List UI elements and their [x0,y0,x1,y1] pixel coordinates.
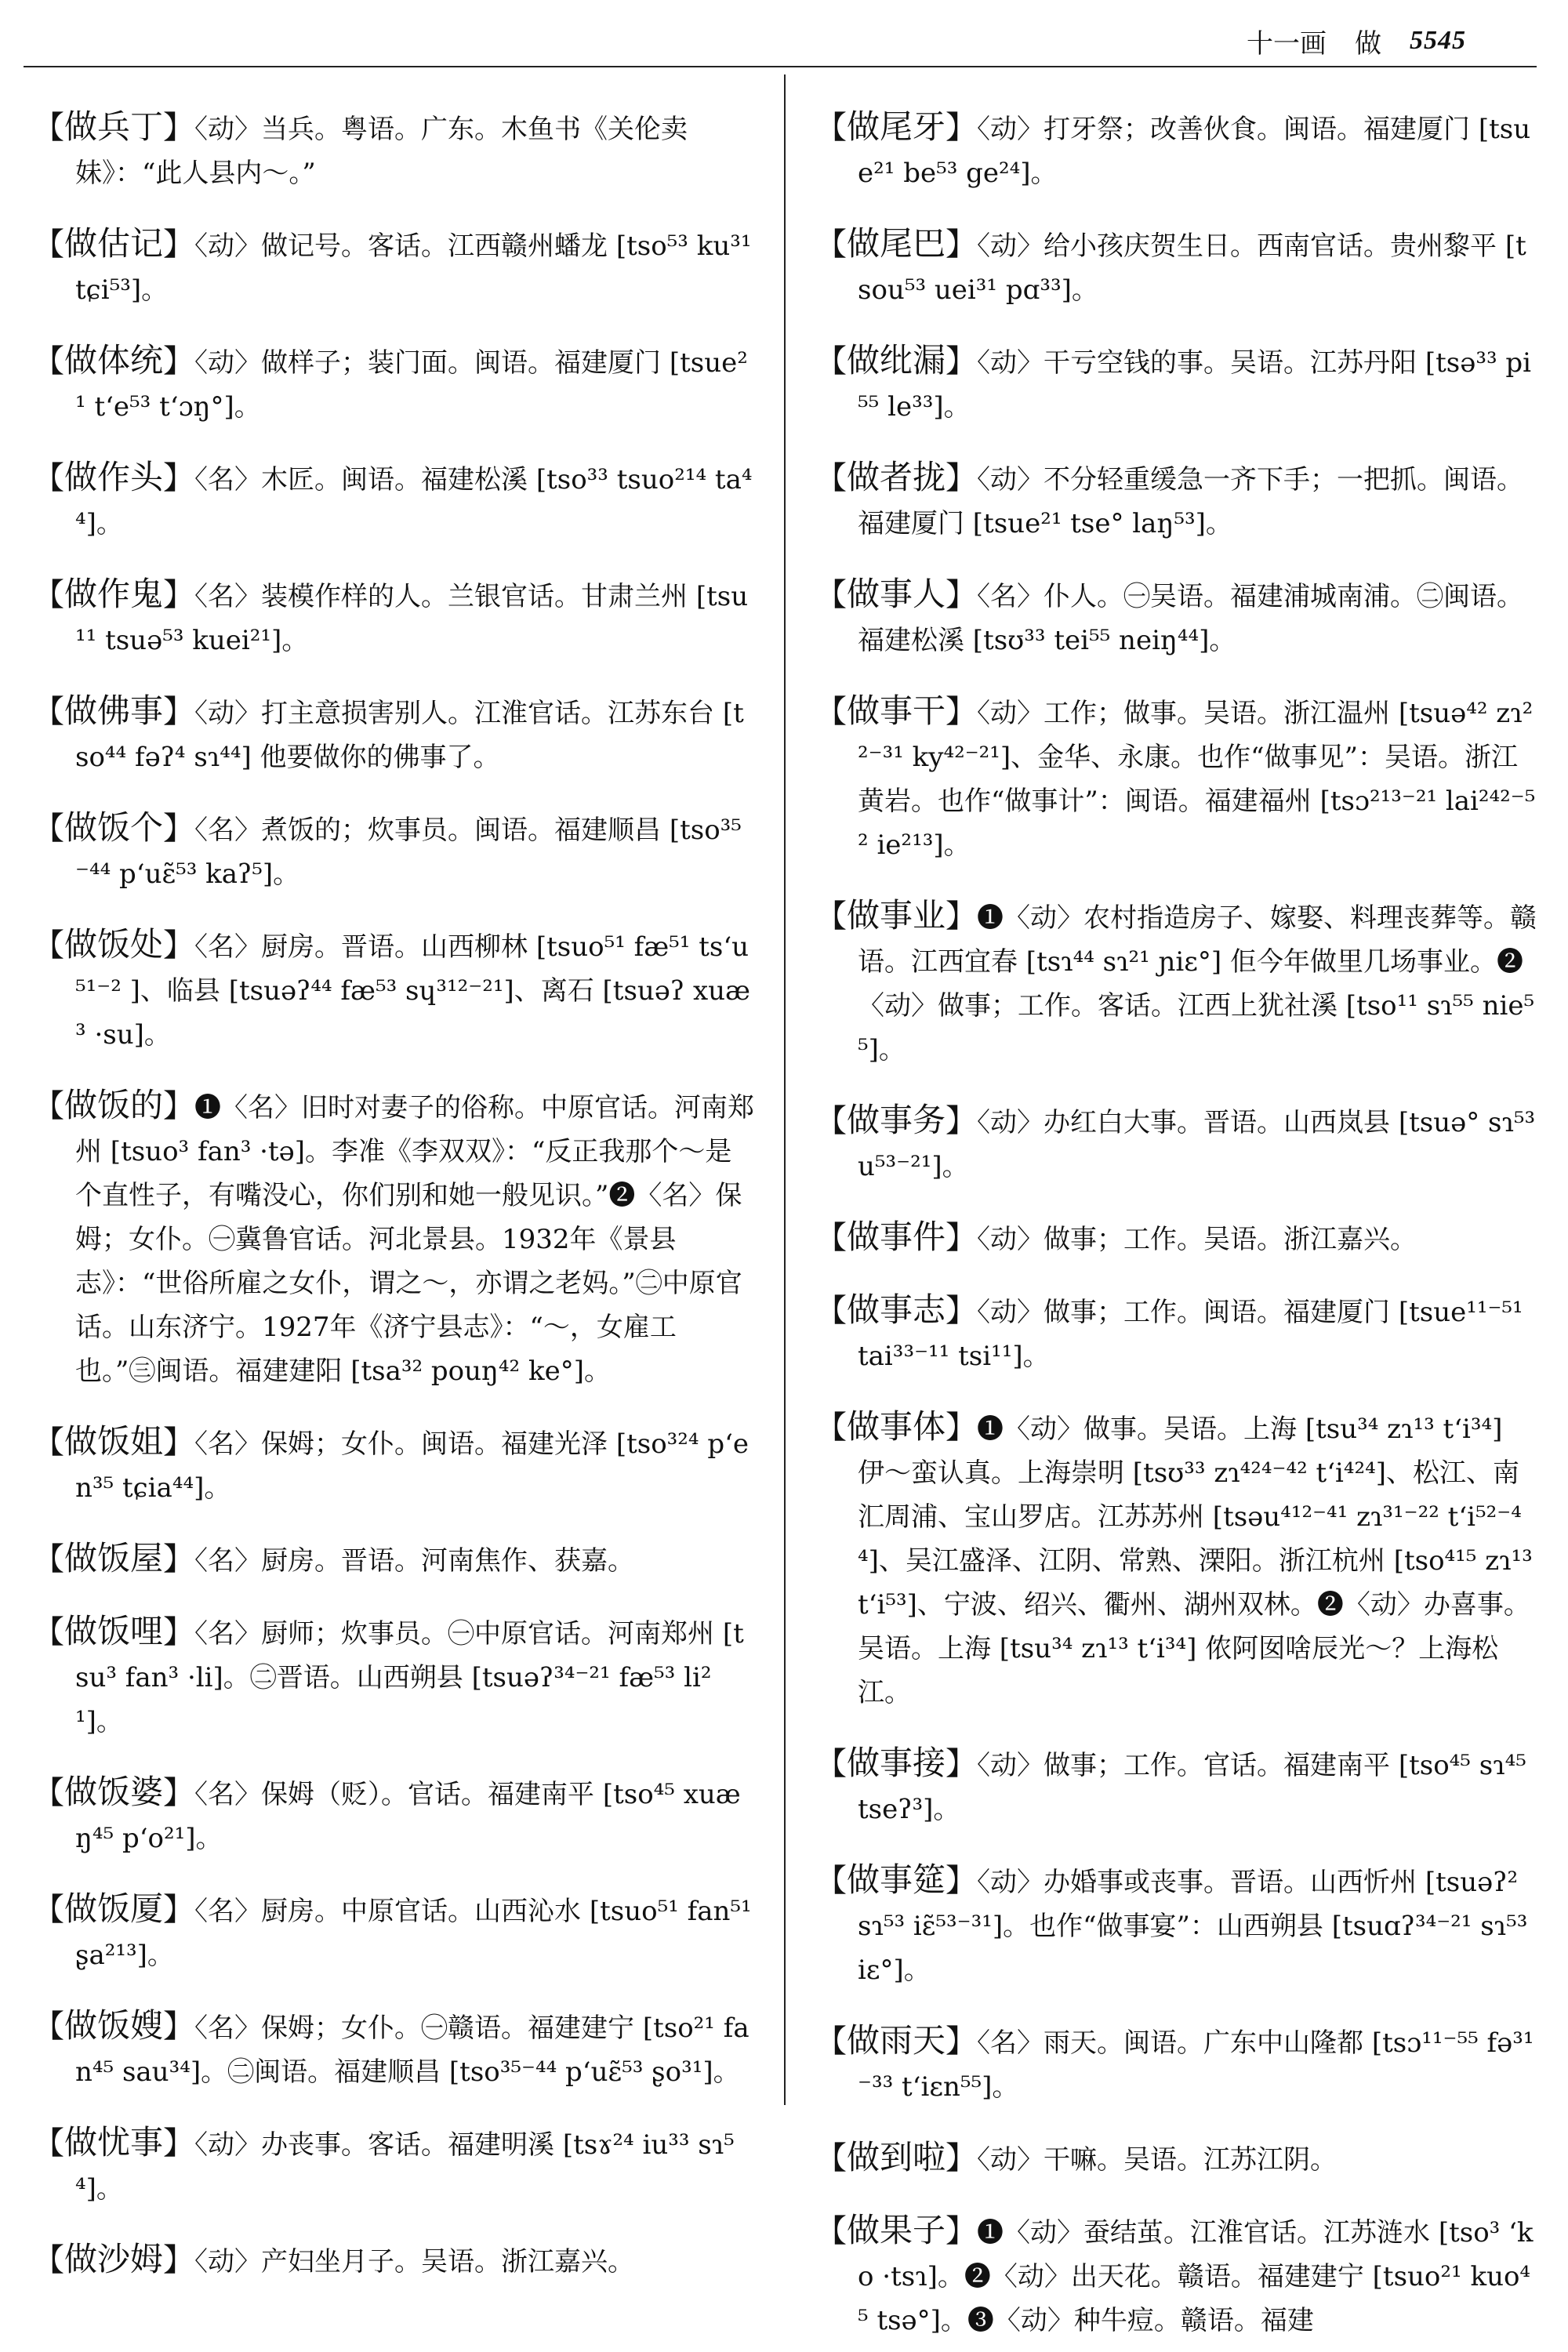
headword: 做事业 [847,896,946,935]
left-column [33,78,754,2293]
headword-bracket-close: 】 [946,2140,978,2176]
headword-bracket-close: 】 [946,1863,978,1899]
headword: 做事干 [847,691,946,730]
headword-bracket-close: 】 [946,694,978,730]
dictionary-entry [815,1405,1537,1715]
headword: 做饭哩 [64,1612,164,1650]
headword: 做作鬼 [64,575,164,613]
headword-bracket-close: 】 [163,2009,195,2045]
headword-bracket-open: 【 [33,1088,64,1124]
headword: 做事志 [847,1290,946,1329]
headword-bracket-open: 【 [815,2024,847,2060]
headword-bracket-open: 【 [33,811,64,847]
dictionary-entry [815,572,1537,662]
headword-bracket-open: 【 [33,2125,64,2161]
entry-definition: 〈名〉厨房。中原官话。山西沁水 [tsuo⁵¹ fan⁵¹ ʂa²¹³]。 [75,1896,752,1971]
dictionary-entry [815,222,1537,312]
headword-bracket-open: 【 [33,110,64,146]
headword: 做估记 [64,224,164,263]
entry-definition: 〈动〉办红白大事。晋语。山西岚县 [tsuə° sɿ⁵³ u⁵³⁻²¹]。 [858,1107,1536,1182]
entry-definition: 〈名〉仆人。㊀吴语。福建浦城南浦。㊁闽语。福建松溪 [tsʊ³³ tei⁵⁵ neiŋ⁴⁴]。 [858,581,1524,656]
right-column [815,78,1537,2352]
entry-definition: 〈动〉干嘛。吴语。江苏江阴。 [977,2144,1338,2176]
headword-bracket-close: 】 [163,1088,195,1124]
radical-char: 做 [1355,27,1381,60]
headword-bracket-close: 】 [946,1410,978,1446]
headword-bracket-open: 【 [815,1103,847,1139]
dictionary-entry [815,1741,1537,1831]
entry-definition: 〈动〉做事；工作。官话。福建南平 [tso⁴⁵ sɿ⁴⁵ tseʔ³]。 [858,1750,1526,1825]
dictionary-entry [33,2121,754,2211]
headword-bracket-open: 【 [815,1746,847,1782]
headword: 做纰漏 [847,341,946,379]
headword: 做饭嫂 [64,2006,164,2045]
headword: 做尾巴 [847,224,946,263]
entry-definition: 〈名〉木匠。闽语。福建松溪 [tso³³ tsuo²¹⁴ ta⁴⁴]。 [75,464,753,539]
headword-bracket-close: 】 [163,1614,195,1650]
header-rule [24,66,1537,67]
headword-bracket-close: 】 [946,1746,978,1782]
headword-bracket-open: 【 [33,1541,64,1577]
entry-definition: 〈动〉工作；做事。吴语。浙江温州 [tsuə⁴² zɿ²²⁻³¹ ky⁴²⁻²¹]、金华、永康。也作“做事见”：吴语。浙江黄岩。也作“做事计”：闽语。福建福州 [tsɔ²¹³⁻²¹ lai²⁴²⁻⁵² ie²¹³]。 [858,698,1536,861]
entry-definition: 〈名〉厨房。晋语。河南焦作、获嘉。 [194,1545,635,1577]
entry-definition: ❶〈动〉做事。吴语。上海 [tsu³⁴ zɿ¹³ tʻi³⁴] 伊～蛮认真。上海崇明 [tsʊ³³ zɿ⁴²⁴⁻⁴² tʻi⁴²⁴]、松江、南汇周浦、宝山罗店。江苏苏州 [tsəu⁴¹²⁻⁴¹ zɿ³¹⁻²² tʻi⁵²⁻⁴⁴]、吴江盛泽、江阴、常熟、溧阳。浙江杭州 [tso⁴¹⁵ zɿ¹³ tʻi⁵³]、宁波、绍兴、衢州、湖州双林。❷〈动〉办喜事。吴语。上海 [tsu³⁴ zɿ¹³ tʻi³⁴] 侬阿囡啥辰光～？上海松江。 [858,1414,1533,1708]
dictionary-entry [815,1288,1537,1378]
entry-definition: ❶〈名〉旧时对妻子的俗称。中原官话。河南郑州 [tsuo³ fan³ ·tə]。李准《李双双》：“反正我那个～是个直性子，有嘴没心，你们别和她一般见识。”❷〈名〉保姆；女仆。㊀冀鲁官话。河北景县。1932年《景县志》：“世俗所雇之女仆，谓之～，亦谓之老妈。”㊁中原官话。山东济宁。1927年《济宁县志》：“～，女雇工也。”㊂闽语。福建建阳 [tsa³² pouŋ⁴² ke°]。 [75,1092,755,1387]
headword-bracket-close: 】 [163,1775,195,1811]
headword: 做事体 [847,1407,946,1446]
page-header [1247,17,1529,64]
headword-bracket-close: 】 [163,2242,195,2278]
entry-definition: 〈动〉当兵。粤语。广东。木鱼书《关伦卖妹》：“此人县内～。” [75,114,688,189]
dictionary-entry [33,105,754,195]
entry-definition: 〈名〉保姆；女仆。闽语。福建光泽 [tso³²⁴ pʻen³⁵ tɕia⁴⁴]。 [75,1428,750,1504]
headword-bracket-open: 【 [33,227,64,263]
dictionary-entry [33,222,754,312]
entry-definition: 〈名〉雨天。闽语。广东中山隆都 [tsɔ¹¹⁻⁵⁵ fə³¹⁻³³ tʻiɛn⁵⁵]。 [858,2027,1534,2103]
entry-definition: 〈名〉保姆（贬）。官话。福建南平 [tso⁴⁵ xuæŋ⁴⁵ pʻo²¹]。 [75,1779,741,1854]
headword-bracket-open: 【 [33,343,64,379]
dictionary-entry [815,689,1537,867]
headword-bracket-open: 【 [33,927,64,964]
headword: 做果子 [847,2211,946,2249]
entry-definition: 〈名〉保姆；女仆。㊀赣语。福建建宁 [tso²¹ fan⁴⁵ sau³⁴]。㊁闽语。福建顺昌 [tso³⁵⁻⁴⁴ pʻuɛ̃⁵³ ʂo³¹]。 [75,2013,750,2088]
headword-bracket-open: 【 [815,2213,847,2249]
headword-bracket-close: 】 [163,1892,195,1928]
dictionary-entry [815,456,1537,546]
dictionary-entry [33,339,754,429]
headword-bracket-close: 】 [946,898,978,935]
headword-bracket-close: 】 [946,227,978,263]
dictionary-entry [815,894,1537,1072]
headword-bracket-close: 】 [946,1103,978,1139]
headword-bracket-close: 】 [163,927,195,964]
headword-bracket-open: 【 [815,110,847,146]
column-divider [784,74,786,2105]
headword-bracket-open: 【 [33,577,64,613]
headword-bracket-close: 】 [946,343,978,379]
headword-bracket-close: 】 [946,1220,978,1256]
dictionary-entry [33,1537,754,1583]
headword-bracket-open: 【 [33,460,64,496]
headword-bracket-open: 【 [33,2009,64,2045]
entry-definition: ❶〈动〉农村指造房子、嫁娶、料理丧葬等。赣语。江西宜春 [tsɿ⁴⁴ sɿ²¹ ɲiɛ°] 佢今年做里几场事业。❷〈动〉做事；工作。客话。江西上犹社溪 [tso¹¹ sɿ⁵⁵ nie⁵⁵]。 [858,902,1537,1065]
headword: 做饭的 [64,1086,164,1124]
headword-bracket-close: 】 [163,460,195,496]
dictionary-entry [33,923,754,1057]
headword-bracket-open: 【 [815,1410,847,1446]
headword-bracket-open: 【 [815,1220,847,1256]
dictionary-entry [33,1610,754,1744]
entry-definition: 〈动〉办丧事。客话。福建明溪 [tsɤ²⁴ iu³³ sɿ⁵⁴]。 [75,2129,735,2205]
headword: 做到啦 [847,2138,946,2176]
dictionary-entry [815,2136,1537,2182]
dictionary-entry [815,1098,1537,1189]
headword: 做作头 [64,458,164,496]
entry-definition: 〈动〉给小孩庆贺生日。西南官话。贵州黎平 [tsou⁵³ uei³¹ pɑ³³]。 [858,230,1526,306]
entry-definition: 〈动〉打主意损害别人。江淮官话。江苏东台 [tso⁴⁴ fəʔ⁴ sɿ⁴⁴] 他要做你的佛事了。 [75,698,744,773]
headword: 做事人 [847,575,946,613]
headword: 做事筵 [847,1860,946,1899]
entry-definition: 〈动〉做事；工作。闽语。福建厦门 [tsue¹¹⁻⁵¹ tai³³⁻¹¹ tsi¹¹]。 [858,1297,1523,1372]
headword: 做饭姐 [64,1422,164,1461]
dictionary-entry [815,1858,1537,1992]
headword-bracket-close: 】 [163,811,195,847]
dictionary-entry [33,2238,754,2284]
page-number: 5545 [1410,26,1466,55]
headword: 做饭处 [64,925,164,964]
headword-bracket-close: 】 [163,577,195,613]
headword-bracket-open: 【 [815,694,847,730]
headword-bracket-open: 【 [33,1892,64,1928]
entry-definition: ❶〈动〉蚕结茧。江淮官话。江苏涟水 [tso³ ʻko ·tsɿ]。❷〈动〉出天花。赣语。福建建宁 [tsuo²¹ kuo⁴⁵ tsə°]。❸〈动〉种牛痘。赣语。福建 [858,2217,1534,2336]
dictionary-entry [815,1215,1537,1261]
headword-bracket-open: 【 [815,2140,847,2176]
entry-definition: 〈动〉干亏空钱的事。吴语。江苏丹阳 [tsə³³ pi⁵⁵ le³³]。 [858,347,1532,423]
headword-bracket-open: 【 [815,227,847,263]
entry-definition: 〈名〉装模作样的人。兰银官话。甘肃兰州 [tsu¹¹ tsuə⁵³ kuei²¹]。 [75,581,749,656]
headword: 做事务 [847,1101,946,1139]
headword-bracket-close: 】 [163,1541,195,1577]
headword-bracket-open: 【 [815,343,847,379]
headword: 做尾牙 [847,107,946,146]
headword: 做雨天 [847,2021,946,2060]
dictionary-entry [33,572,754,662]
headword-bracket-open: 【 [33,1775,64,1811]
entry-definition: 〈动〉做样子；装门面。闽语。福建厦门 [tsue²¹ tʻe⁵³ tʻɔŋ°]。 [75,347,748,423]
dictionary-entry [33,2004,754,2094]
headword-bracket-open: 【 [815,898,847,935]
entry-definition: 〈动〉做事；工作。吴语。浙江嘉兴。 [977,1224,1417,1255]
entry-definition: 〈名〉煮饭的；炊事员。闽语。福建顺昌 [tso³⁵⁻⁴⁴ pʻuɛ̃⁵³ kaʔ⁵]。 [75,815,742,890]
dictionary-entry [815,2209,1537,2343]
dictionary-entry [33,806,754,896]
entry-definition: 〈动〉产妇坐月子。吴语。浙江嘉兴。 [194,2246,635,2278]
headword-bracket-open: 【 [815,577,847,613]
section-label: 十一画 [1247,27,1327,60]
headword: 做者拢 [847,458,946,496]
headword-bracket-open: 【 [815,460,847,496]
dictionary-entry [815,339,1537,429]
headword-bracket-close: 】 [163,343,195,379]
entry-definition: 〈动〉不分轻重缓急一齐下手；一把抓。闽语。福建厦门 [tsue²¹ tse° laŋ⁵³]。 [858,464,1524,539]
headword-bracket-close: 】 [946,460,978,496]
headword: 做沙姆 [64,2240,164,2278]
dictionary-entry [33,456,754,546]
dictionary-entry [33,1420,754,1510]
headword-bracket-close: 】 [946,1293,978,1329]
dictionary-entry [33,689,754,779]
headword: 做饭婆 [64,1773,164,1811]
headword: 做体统 [64,341,164,379]
headword-bracket-close: 】 [163,2125,195,2161]
headword: 做事件 [847,1218,946,1256]
headword-bracket-open: 【 [33,1614,64,1650]
dictionary-entry [815,105,1537,195]
entry-definition: 〈动〉办婚事或丧事。晋语。山西忻州 [tsuəʔ² sɿ⁵³ iɛ̃⁵³⁻³¹]。也作“做事宴”：山西朔县 [tsuɑʔ³⁴⁻²¹ sɿ⁵³ iɛ°]。 [858,1867,1528,1986]
headword-bracket-open: 【 [815,1863,847,1899]
headword: 做饭个 [64,808,164,847]
entry-definition: 〈动〉做记号。客话。江西赣州蟠龙 [tso⁵³ ku³¹ tɕi⁵³]。 [75,230,752,306]
headword: 做饭厦 [64,1889,164,1928]
dictionary-entry [33,1083,754,1393]
headword: 做忧事 [64,2123,164,2161]
headword-bracket-close: 】 [946,577,978,613]
headword: 做兵丁 [64,107,164,146]
dictionary-entry [815,2019,1537,2109]
dictionary-entry [33,1770,754,1860]
headword: 做饭屋 [64,1539,164,1577]
headword-bracket-open: 【 [33,2242,64,2278]
headword-bracket-close: 】 [946,2024,978,2060]
headword-bracket-close: 】 [946,2213,978,2249]
headword-bracket-close: 】 [946,110,978,146]
entry-definition: 〈名〉厨师；炊事员。㊀中原官话。河南郑州 [tsu³ fan³ ·li]。㊁晋语。山西朔县 [tsuəʔ³⁴⁻²¹ fæ⁵³ li²¹]。 [75,1618,744,1737]
entry-definition: 〈名〉厨房。晋语。山西柳林 [tsuo⁵¹ fæ⁵¹ tsʻu⁵¹⁻² ]、临县 [tsuəʔ⁴⁴ fæ⁵³ sɥ³¹²⁻²¹]、离石 [tsuəʔ xuæ³ ·su]。 [75,931,750,1051]
entry-definition: 〈动〉打牙祭；改善伙食。闽语。福建厦门 [tsue²¹ be⁵³ ge²⁴]。 [858,114,1531,189]
headword-bracket-open: 【 [33,1425,64,1461]
headword-bracket-close: 】 [163,694,195,730]
headword-bracket-close: 】 [163,1425,195,1461]
dictionary-entry [33,1887,754,1977]
headword: 做事接 [847,1744,946,1782]
headword-bracket-close: 】 [163,227,195,263]
headword-bracket-open: 【 [815,1293,847,1329]
headword: 做佛事 [64,691,164,730]
headword-bracket-close: 】 [163,110,195,146]
headword-bracket-open: 【 [33,694,64,730]
